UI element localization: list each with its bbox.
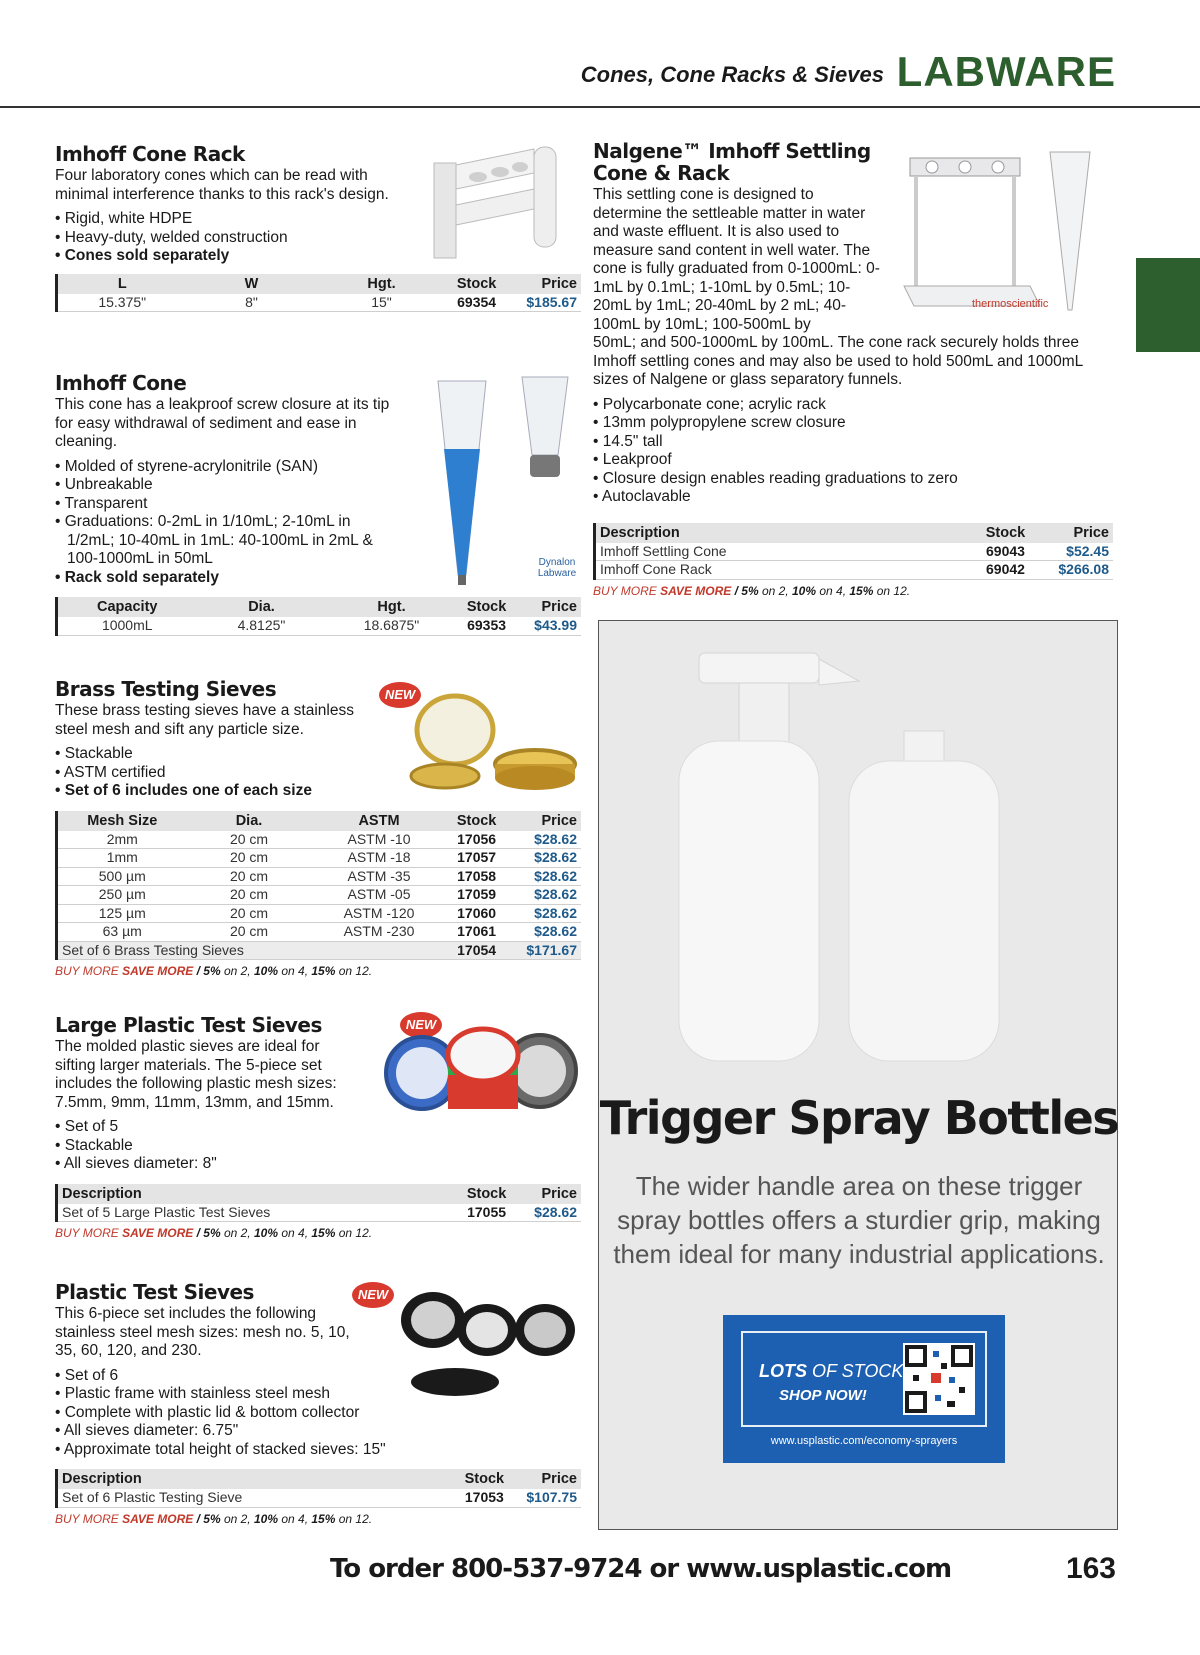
table-row: 1mm 20 cm ASTM -18 17057 $28.62 <box>57 849 582 868</box>
product-description: The molded plastic sieves are ideal for sifting larger materials. The 5-piece set includes the following plastic mesh sizes: 7.5mm, 9mm, 11mm, 13mm, and 15mm. <box>55 1038 337 1111</box>
feature-item: • Closure design enables reading graduations to zero <box>593 470 1113 489</box>
product-title: Brass Testing Sieves <box>55 677 277 701</box>
table-row: Imhoff Cone Rack 69042 $266.08 <box>595 561 1114 580</box>
ad-title: Trigger Spray Bottles <box>599 1091 1119 1145</box>
new-badge: NEW <box>400 1012 442 1038</box>
product-title: Imhoff Cone <box>55 371 187 395</box>
col-header: Dia. <box>197 597 327 617</box>
col-header: Hgt. <box>327 597 457 617</box>
feature-item: • All sieves diameter: 6.75" <box>55 1422 585 1441</box>
feature-item: • Cones sold separately <box>55 247 585 266</box>
nalgene-rack-image <box>900 148 1110 318</box>
product-description: This cone has a leakproof screw closure at its tip for easy withdrawal of sediment and ease in cleaning. <box>55 396 390 450</box>
table-row: 63 µm 20 cm ASTM -230 17061 $28.62 <box>57 923 582 942</box>
feature-item: • Transparent <box>55 495 395 514</box>
product-description: These brass testing sieves have a stainless steel mesh and sift any particle size. <box>55 702 354 738</box>
feature-item: • Set of 6 includes one of each size <box>55 782 585 801</box>
feature-item: • Rigid, white HDPE <box>55 210 585 229</box>
product-description: Four laboratory cones which can be read with minimal interference thanks to this rack's design. <box>55 167 389 203</box>
buy-more-note: BUY MORE SAVE MORE / 5% on 2, 10% on 4, 15% on 12. <box>55 1511 373 1526</box>
product-title: Large Plastic Test Sieves <box>55 1013 322 1037</box>
feature-item: • Approximate total height of stacked sieves: 15" <box>55 1441 585 1460</box>
shop-now-link[interactable]: SHOP NOW! <box>779 1387 867 1404</box>
spec-table <box>593 523 1113 580</box>
spec-table <box>55 1469 581 1508</box>
feature-list <box>593 396 1113 507</box>
new-badge: NEW <box>352 1282 394 1308</box>
col-header: Dia. <box>187 811 312 831</box>
banner-frame <box>741 1331 987 1427</box>
product-title: Plastic Test Sieves <box>55 1280 254 1304</box>
feature-item: • Set of 5 <box>55 1118 585 1137</box>
feature-item: • ASTM certified <box>55 764 585 783</box>
feature-item: • Leakproof <box>593 451 1113 470</box>
col-header: Price <box>517 1184 581 1204</box>
cone-rack-image <box>430 143 560 263</box>
table-row-set: Set of 6 Brass Testing Sieves 17054 $171.67 <box>57 941 582 960</box>
col-header: Description <box>57 1469 457 1489</box>
table-row: 500 µm 20 cm ASTM -35 17058 $28.62 <box>57 867 582 886</box>
col-header: Price <box>507 274 581 294</box>
page-header <box>0 0 1200 108</box>
new-badge: NEW <box>379 682 421 708</box>
feature-item: • Stackable <box>55 1137 585 1156</box>
col-header: Stock <box>975 523 1037 543</box>
section-tab <box>1136 258 1200 352</box>
shop-now-banner[interactable] <box>723 1315 1005 1463</box>
feature-item: • Autoclavable <box>593 488 1113 507</box>
feature-item: • Molded of styrene-acrylonitrile (SAN) <box>55 458 395 477</box>
feature-item: • All sieves diameter: 8" <box>55 1155 585 1174</box>
buy-more-note: BUY MORE SAVE MORE / 5% on 2, 10% on 4, 15% on 12. <box>593 583 911 598</box>
large-plastic-sieves-image <box>382 1025 582 1115</box>
col-header: W <box>187 274 317 294</box>
plastic-sieves-image <box>395 1290 580 1400</box>
col-header: Mesh Size <box>57 811 187 831</box>
feature-list <box>55 458 395 588</box>
col-header: Stock <box>457 1184 517 1204</box>
feature-item: • Unbreakable <box>55 476 395 495</box>
col-header: Price <box>507 811 581 831</box>
col-header: Hgt. <box>317 274 447 294</box>
feature-item: • 13mm polypropylene screw closure <box>593 414 1113 433</box>
spray-bottles-image <box>659 651 1059 1071</box>
feature-list <box>55 1118 585 1174</box>
brass-sieves-image <box>405 690 580 800</box>
feature-item: • 14.5" tall <box>593 433 1113 452</box>
col-header: Stock <box>457 1469 513 1489</box>
page-number: 163 <box>1065 1552 1116 1585</box>
feature-item: • Graduations: 0-2mL in 1/10mL; 2-10mL in 1/2mL; 10-40mL in 1mL: 40-100mL in 2mL & 100-1000mL in 50mL <box>55 513 395 569</box>
section-title: LABWARE <box>896 48 1116 95</box>
feature-item: • Plastic frame with stainless steel mesh <box>55 1385 585 1404</box>
table-row: Set of 6 Plastic Testing Sieve 17053 $107.75 <box>57 1489 582 1507</box>
feature-item: • Stackable <box>55 745 585 764</box>
qr-code-icon[interactable] <box>903 1343 975 1415</box>
col-header: Price <box>512 1469 581 1489</box>
col-header: Price <box>517 597 581 617</box>
brand-logo: thermoscientific <box>972 298 1049 310</box>
col-header: Stock <box>457 597 517 617</box>
trigger-spray-ad[interactable] <box>598 620 1118 1530</box>
spec-table <box>55 274 581 313</box>
product-title: Nalgene™ Imhoff Settling Cone & Rack <box>593 139 871 185</box>
feature-item: • Rack sold separately <box>55 569 395 588</box>
buy-more-note: BUY MORE SAVE MORE / 5% on 2, 10% on 4, 15% on 12. <box>55 1226 373 1240</box>
feature-item: • Set of 6 <box>55 1367 585 1386</box>
product-title: Imhoff Cone Rack <box>55 142 245 166</box>
table-row: Set of 5 Large Plastic Test Sieves 17055 $28.62 <box>57 1204 582 1222</box>
table-row: 1000mL 4.8125" 18.6875" 69353 $43.99 <box>57 617 582 635</box>
spec-table <box>55 811 581 961</box>
table-row: 15.375" 8" 15" 69354 $185.67 <box>57 294 582 312</box>
section-subtitle: Cones, Cone Racks & Sieves <box>580 62 884 87</box>
ad-url-link[interactable]: www.usplastic.com/economy-sprayers <box>770 1435 958 1447</box>
col-header: L <box>57 274 187 294</box>
ad-body: The wider handle area on these trigger spray bottles offers a sturdier grip, making them ideal for many industrial applications. <box>613 1171 1105 1269</box>
product-description: This 6-piece set includes the following stainless steel mesh sizes: mesh no. 5, 10, 35, 60, 120, and 230. <box>55 1305 350 1359</box>
buy-more-note: BUY MORE SAVE MORE / 5% on 2, 10% on 4, 15% on 12. <box>55 964 373 978</box>
spec-table <box>55 597 581 636</box>
table-row: Imhoff Settling Cone 69043 $52.45 <box>595 543 1114 561</box>
table-row: 2mm 20 cm ASTM -10 17056 $28.62 <box>57 831 582 849</box>
col-header: Stock <box>447 811 507 831</box>
order-info: To order 800-537-9724 or www.usplastic.com <box>330 1554 952 1584</box>
col-header: Stock <box>447 274 507 294</box>
col-header: ASTM <box>312 811 447 831</box>
table-row: 250 µm 20 cm ASTM -05 17059 $28.62 <box>57 886 582 905</box>
product-description-cont: 50mL; and 500-1000mL by 100mL. The cone rack securely holds three Imhoff settling cones and may also be used to hold 500mL and 1000mL sizes of Nalgene or glass separatory funnels. <box>593 334 1083 388</box>
product-description: This settling cone is designed to determine the settleable matter in water and waste effluent. It is also used to measure sand content in well water. The cone is fully graduated from 0-1000mL: 0-1mL by 0.1mL; 1-10mL by 0.5mL; 10-20mL by 1mL; 20-40mL by 2 mL; 40-100mL by 10mL; 100-500mL by <box>593 186 880 333</box>
imhoff-cone-image <box>430 375 580 590</box>
feature-item: • Complete with plastic lid & bottom collector <box>55 1404 585 1423</box>
col-header: Description <box>595 523 975 543</box>
table-row: 125 µm 20 cm ASTM -120 17060 $28.62 <box>57 904 582 923</box>
feature-item: • Heavy-duty, welded construction <box>55 229 585 248</box>
col-header: Description <box>57 1184 457 1204</box>
feature-item: • Polycarbonate cone; acrylic rack <box>593 396 1113 415</box>
lots-of-stock: LOTS OF STOCK <box>759 1361 904 1381</box>
col-header: Capacity <box>57 597 197 617</box>
col-header: Price <box>1036 523 1113 543</box>
spec-table <box>55 1184 581 1223</box>
brand-logo: Dynalon Labware <box>537 557 577 579</box>
